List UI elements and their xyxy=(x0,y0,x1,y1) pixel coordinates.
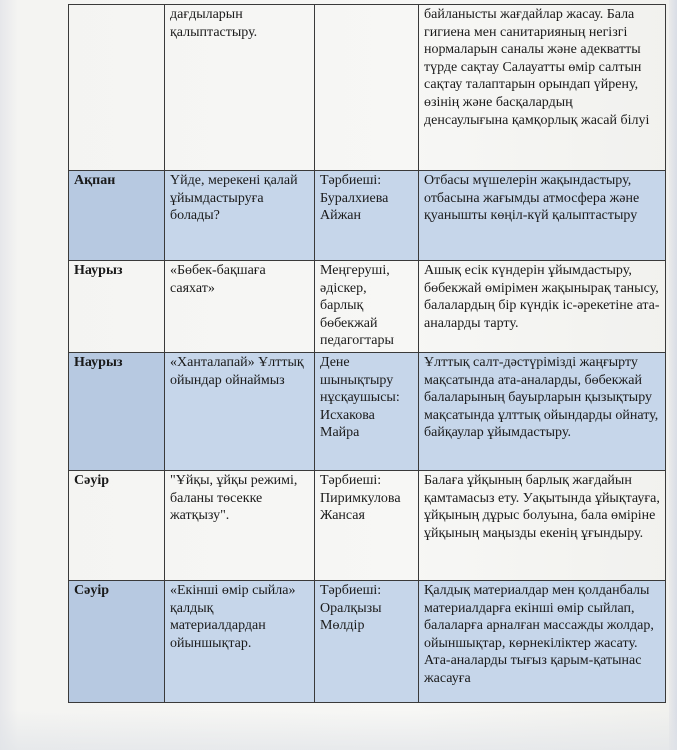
responsible-cell: Тәрбиеші: Оралқызы Мөлдір xyxy=(315,580,419,702)
month-cell: Сәуір xyxy=(69,580,165,702)
responsible-cell xyxy=(315,5,419,171)
month-cell: Сәуір xyxy=(69,470,165,580)
event-cell: дағдыларын қалыптастыру. xyxy=(165,5,315,171)
month-cell: Наурыз xyxy=(69,352,165,470)
table-row xyxy=(69,261,666,353)
event-cell: "Ұйқы, ұйқы режимі, баланы төсекке жатқызу". xyxy=(165,470,315,580)
event-cell: Үйде, мерекені қалай ұйымдастыруға болады? xyxy=(165,171,315,261)
parent-work-plan-table xyxy=(68,4,666,703)
goal-cell: Қалдық материалдар мен қолданбалы материалдарға екінші өмір сыйлап, балаларға арналған массажды жолдар, ойыншықтар, көрнекіліктер жасату. Ата-аналарды тығыз қарым-қатынас жасауға xyxy=(419,580,666,702)
event-cell: «Бөбек-бақшаға саяхат» xyxy=(165,261,315,353)
responsible-cell: Тәрбиеші: Пиримкулова Жансая xyxy=(315,470,419,580)
goal-cell: Ашық есік күндерін ұйымдастыру, бөбекжай өмірімен жақынырақ танысу, балалардың бір күндік іс-әрекетіне ата-аналарды тарту. xyxy=(419,261,666,353)
goal-cell: Балаға ұйқының барлық жағдайын қамтамасыз ету. Уақытында ұйықтауға, ұйқының дұрыс болуына, бала өміріне ұйқының маңызды екенің ұғындыру. xyxy=(419,470,666,580)
table-row xyxy=(69,470,666,580)
goal-cell: Отбасы мүшелерін жақындастыру, отбасына жағымды атмосфера және қуанышты көңіл-күй қалыптастыру xyxy=(419,171,666,261)
month-cell xyxy=(69,5,165,171)
responsible-cell: Меңгеруші, әдіскер, барлық бөбекжай педагогтары xyxy=(315,261,419,353)
responsible-cell: Дене шынықтыру нұсқаушысы: Исхакова Майра xyxy=(315,352,419,470)
goal-cell: байланысты жағдайлар жасау. Бала гигиена мен санитарияның негізгі нормаларын саналы және адекватты түрде сақтау Салауатты өмір салтын сақтау талаптарын орындап үйрену, өзінің және басқалардың денсаулығына қамқорлық жасай білуі xyxy=(419,5,666,171)
month-cell: Наурыз xyxy=(69,261,165,353)
page-edge xyxy=(669,0,677,750)
event-cell: «Екінші өмір сыйла» қалдық материалдардан ойыншықтар. xyxy=(165,580,315,702)
table-row xyxy=(69,352,666,470)
goal-cell: Ұлттық салт-дәстүрімізді жаңғырту мақсатында ата-аналарды, бөбекжай балаларының бауырларын қызықтыру мақсатында ұлттық ойындарды ойнату, байқаулар ұйымдастыру. xyxy=(419,352,666,470)
event-cell: «Ханталапай» Ұлттық ойындар ойнаймыз xyxy=(165,352,315,470)
table-row xyxy=(69,580,666,702)
table-row xyxy=(69,171,666,261)
page-bottom-shadow xyxy=(0,710,677,750)
table-row xyxy=(69,5,666,171)
responsible-cell: Тәрбиеші: Буралхиева Айжан xyxy=(315,171,419,261)
month-cell: Ақпан xyxy=(69,171,165,261)
